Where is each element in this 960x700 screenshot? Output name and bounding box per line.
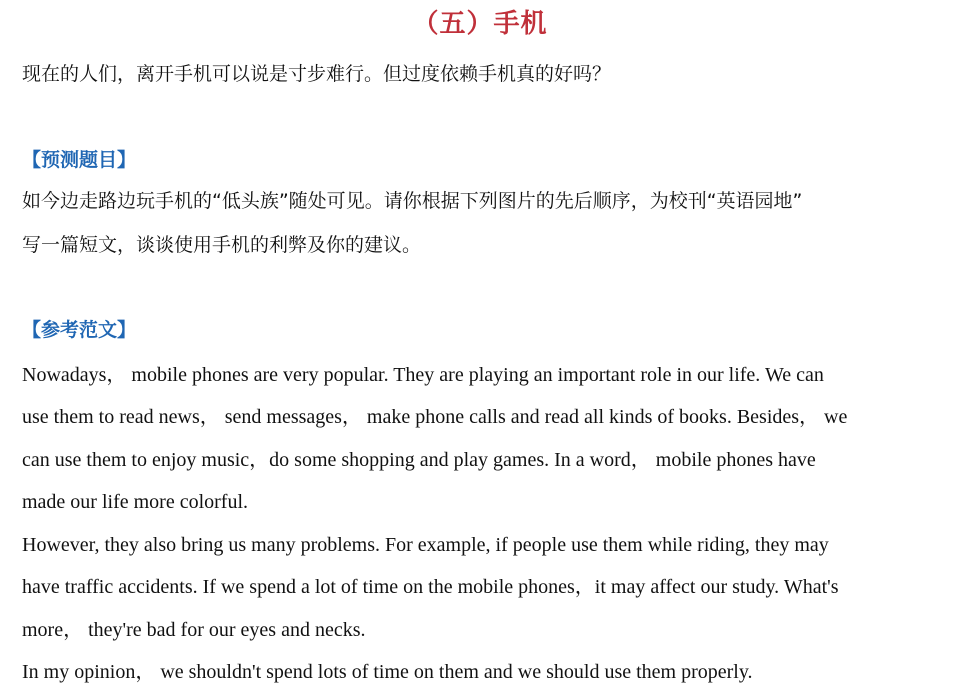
page-title: （五）手机 <box>412 9 548 39</box>
intro-text: 现在的人们，离开手机可以说是寸步难行。但过度依赖手机真的好吗？ <box>22 63 612 85</box>
prediction-line: 写一篇短文，谈谈使用手机的利弊及你的建议。 <box>22 234 422 256</box>
prediction-line: 如今边走路边玩手机的“低头族”随处可见。请你根据下列图片的先后顺序，为校刊“英语园地” <box>22 190 803 212</box>
sample-line: However, they also bring us many problems. For example, if people use them while riding, they may <box>22 534 829 556</box>
sample-line: use them to read news， send messages， make phone calls and read all kinds of books. Besides， we <box>22 406 848 428</box>
sample-line: have traffic accidents. If we spend a lot of time on the mobile phones，it may affect our study. What's <box>22 576 839 598</box>
prediction-heading: 【预测题目】 <box>22 149 137 171</box>
sample-line: Nowadays， mobile phones are very popular. They are playing an important role in our life. We can <box>22 364 824 386</box>
sample-line: In my opinion， we shouldn't spend lots of time on them and we should use them properly. <box>22 661 753 683</box>
sample-line: more， they're bad for our eyes and necks. <box>22 619 366 641</box>
sample-line: can use them to enjoy music，do some shopping and play games. In a word， mobile phones have <box>22 449 816 471</box>
sample-line: made our life more colorful. <box>22 491 249 513</box>
sample-heading: 【参考范文】 <box>22 319 137 341</box>
